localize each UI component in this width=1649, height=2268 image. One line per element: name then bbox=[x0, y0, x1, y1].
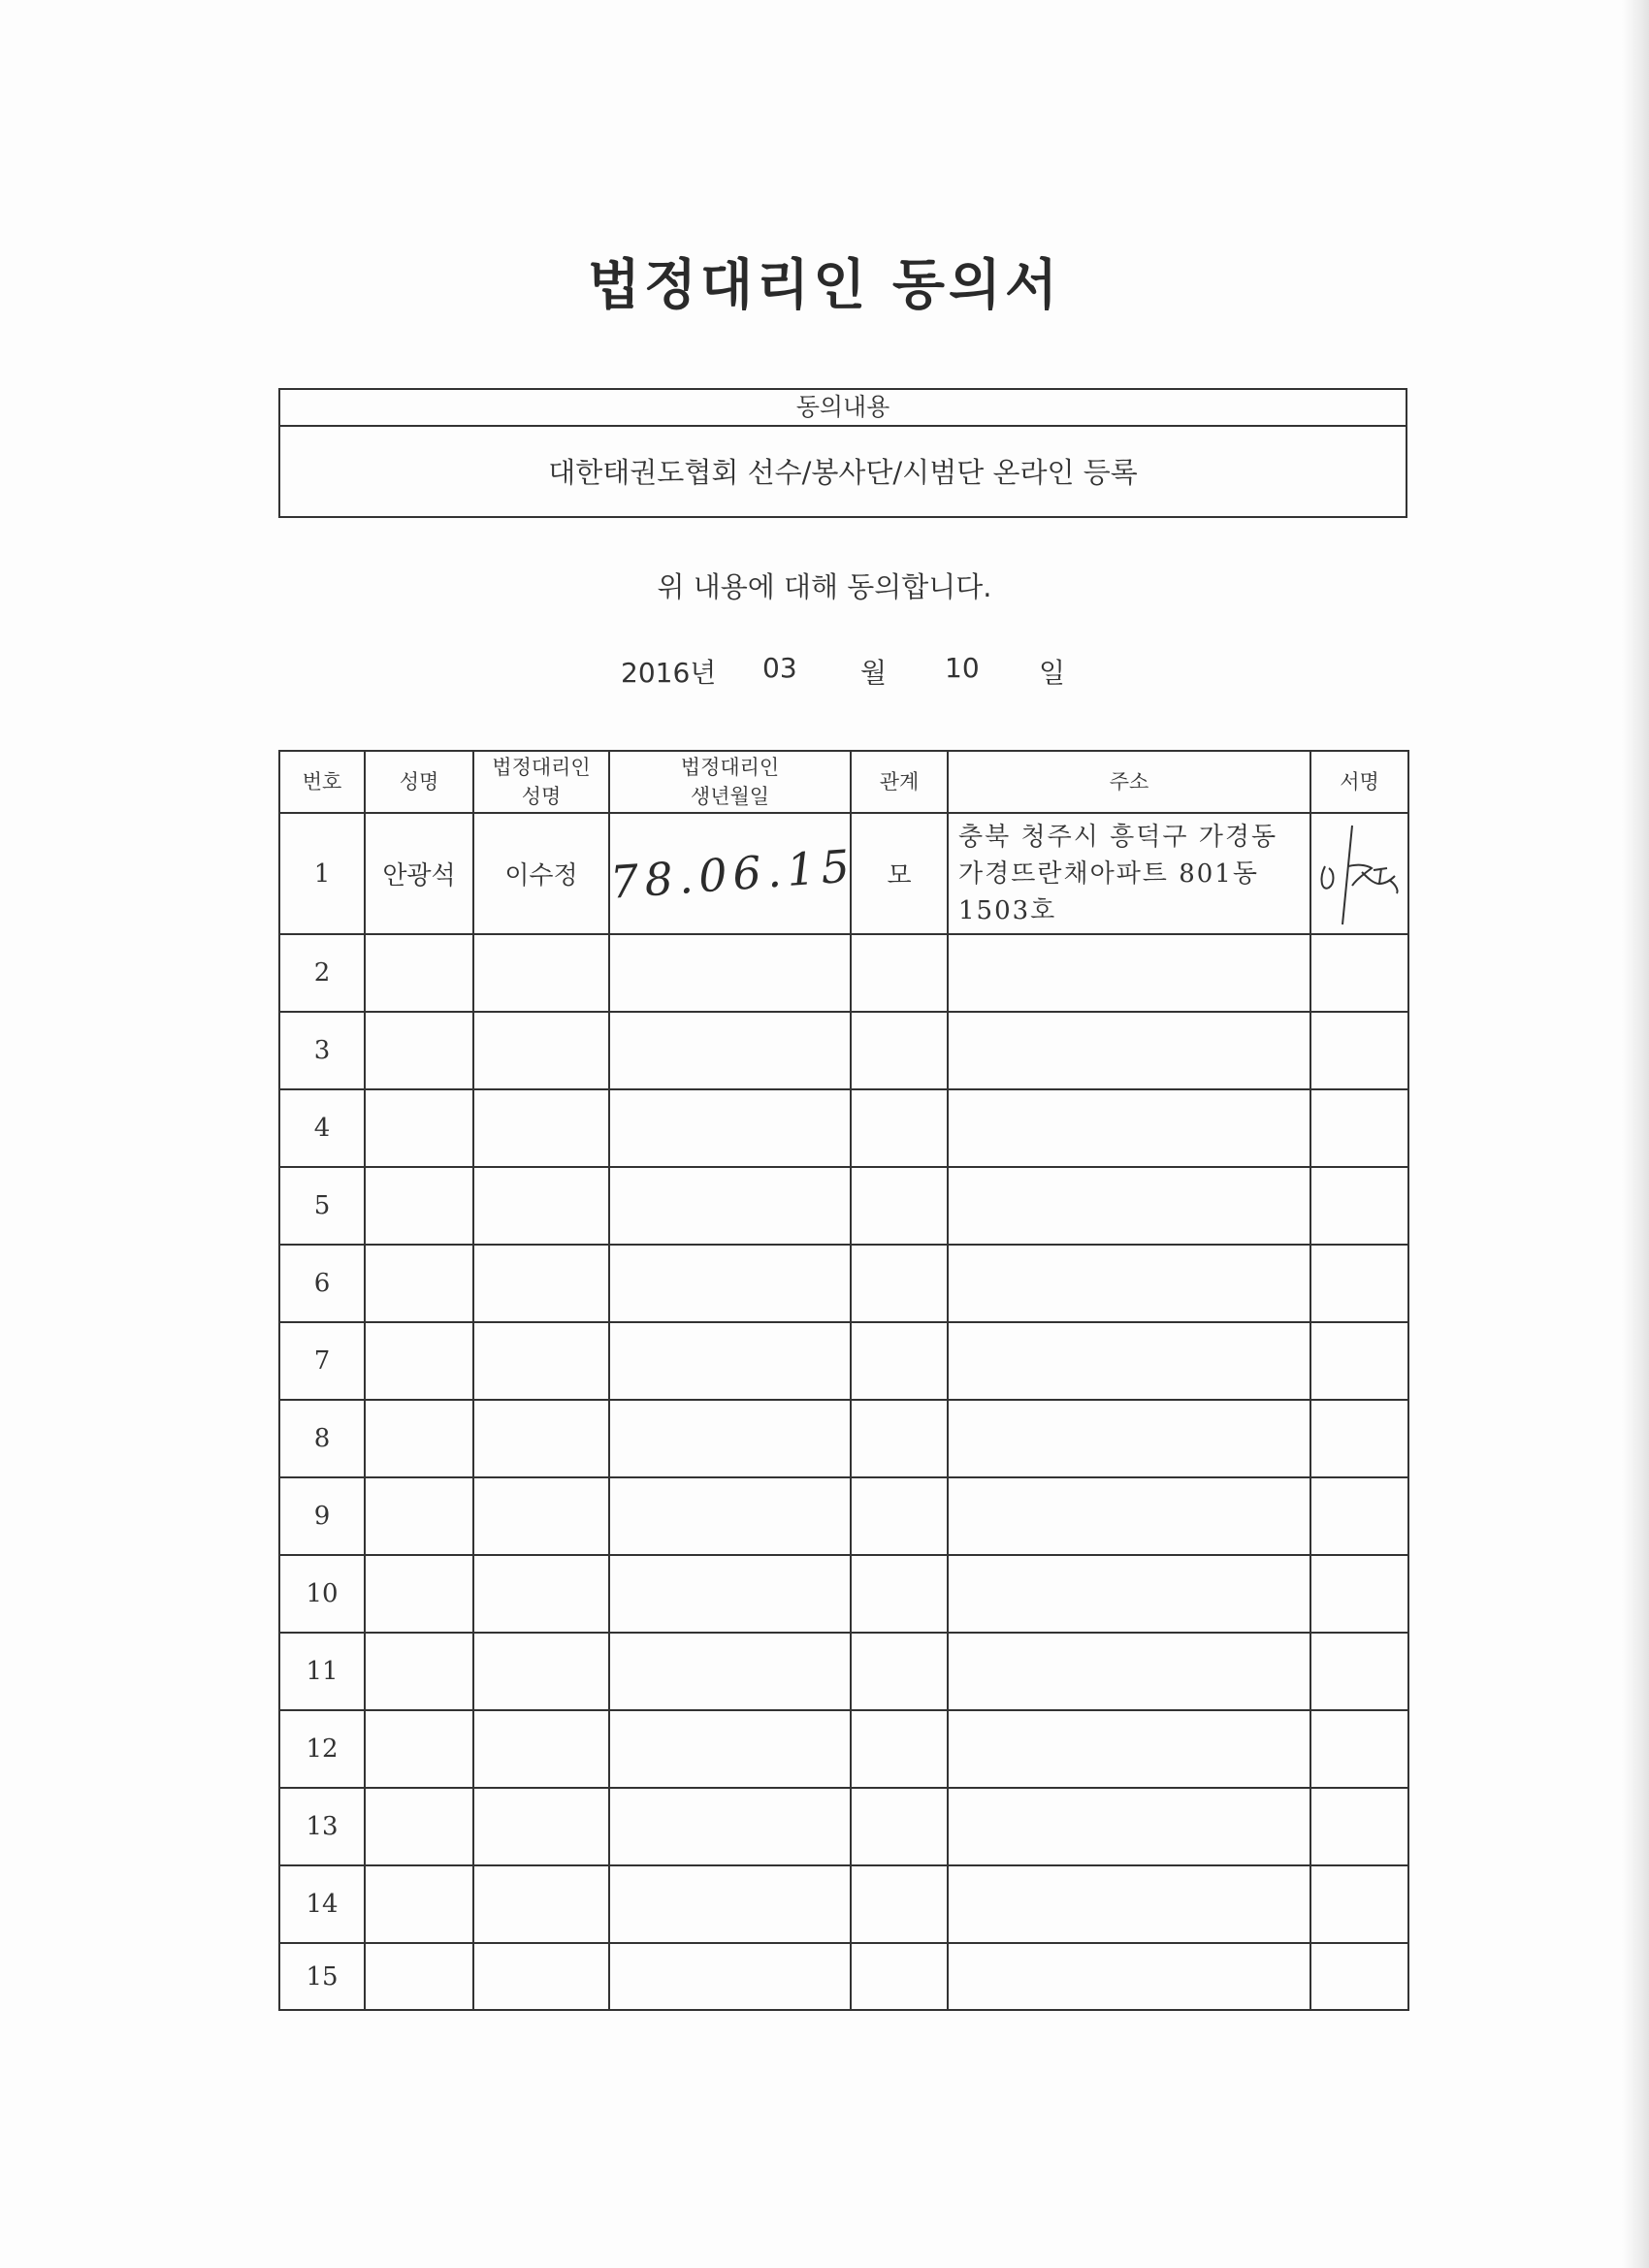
header-no: 번호 bbox=[279, 751, 365, 813]
header-address: 주소 bbox=[948, 751, 1310, 813]
table-row bbox=[279, 1710, 1408, 1788]
header-name: 성명 bbox=[365, 751, 473, 813]
table-row bbox=[279, 1167, 1408, 1245]
row-relation: 모 bbox=[851, 813, 948, 934]
row-no: 3 bbox=[279, 1012, 365, 1089]
row-rep-birth bbox=[608, 813, 857, 934]
handwritten-signature bbox=[1313, 816, 1406, 932]
date-month: 03 bbox=[762, 652, 797, 684]
date-day: 10 bbox=[945, 652, 980, 684]
header-rep-birth-line2: 생년월일 bbox=[690, 785, 770, 808]
row-no: 6 bbox=[279, 1245, 365, 1322]
agreement-statement: 위 내용에 대해 동의합니다. bbox=[657, 570, 992, 603]
date-year: 2016년 bbox=[621, 657, 717, 689]
row-no: 5 bbox=[279, 1167, 365, 1245]
row-address: 충북 청주시 흥덕구 가경동 가경뜨란채아파트 801동 1503호 bbox=[948, 813, 1310, 934]
row-no: 12 bbox=[279, 1710, 365, 1788]
consent-heading: 동의내용 bbox=[280, 390, 1406, 427]
table-header-row bbox=[279, 751, 1408, 813]
row-no: 14 bbox=[279, 1865, 365, 1943]
row-no: 4 bbox=[279, 1089, 365, 1167]
header-signature: 서명 bbox=[1310, 751, 1408, 813]
row-no: 10 bbox=[279, 1555, 365, 1633]
row-no: 8 bbox=[279, 1400, 365, 1477]
registration-table bbox=[278, 750, 1409, 2011]
row-rep-name: 이수정 bbox=[473, 813, 609, 934]
consent-content: 대한태권도협회 선수/봉사단/시범단 온라인 등록 bbox=[548, 456, 1138, 489]
handwritten-birthdate: 78.06.15 bbox=[608, 838, 857, 909]
header-rep-name bbox=[473, 751, 609, 813]
scan-shadow-edge bbox=[1622, 0, 1649, 2268]
row-no: 9 bbox=[279, 1477, 365, 1555]
row-name: 안광석 bbox=[365, 813, 473, 934]
table-row bbox=[279, 1012, 1408, 1089]
table-row bbox=[279, 1400, 1408, 1477]
row-no: 2 bbox=[279, 934, 365, 1012]
table-row bbox=[279, 1089, 1408, 1167]
date-month-unit: 월 bbox=[860, 657, 888, 689]
row-no: 7 bbox=[279, 1322, 365, 1400]
table-row bbox=[279, 1477, 1408, 1555]
header-rep-birth bbox=[609, 751, 851, 813]
table-row bbox=[279, 934, 1408, 1012]
row-no: 15 bbox=[279, 1943, 365, 2010]
table-row bbox=[279, 1633, 1408, 1710]
date-day-unit: 일 bbox=[1039, 657, 1066, 689]
row-signature bbox=[1310, 813, 1408, 934]
header-rep-birth-line1: 법정대리인 bbox=[680, 756, 780, 779]
row-no: 11 bbox=[279, 1633, 365, 1710]
header-rep-name-line2: 성명 bbox=[521, 785, 562, 808]
table-row bbox=[279, 1245, 1408, 1322]
table-row bbox=[279, 1865, 1408, 1943]
table-row bbox=[279, 1555, 1408, 1633]
row-no: 13 bbox=[279, 1788, 365, 1865]
table-row bbox=[279, 1943, 1408, 2010]
document-title: 법정대리인 동의서 bbox=[587, 254, 1062, 317]
table-row bbox=[279, 813, 1408, 934]
table-row bbox=[279, 1322, 1408, 1400]
consent-box bbox=[278, 388, 1407, 518]
table-row bbox=[279, 1788, 1408, 1865]
header-rep-name-line1: 법정대리인 bbox=[492, 756, 591, 779]
row-no: 1 bbox=[279, 813, 365, 934]
header-relation: 관계 bbox=[851, 751, 948, 813]
